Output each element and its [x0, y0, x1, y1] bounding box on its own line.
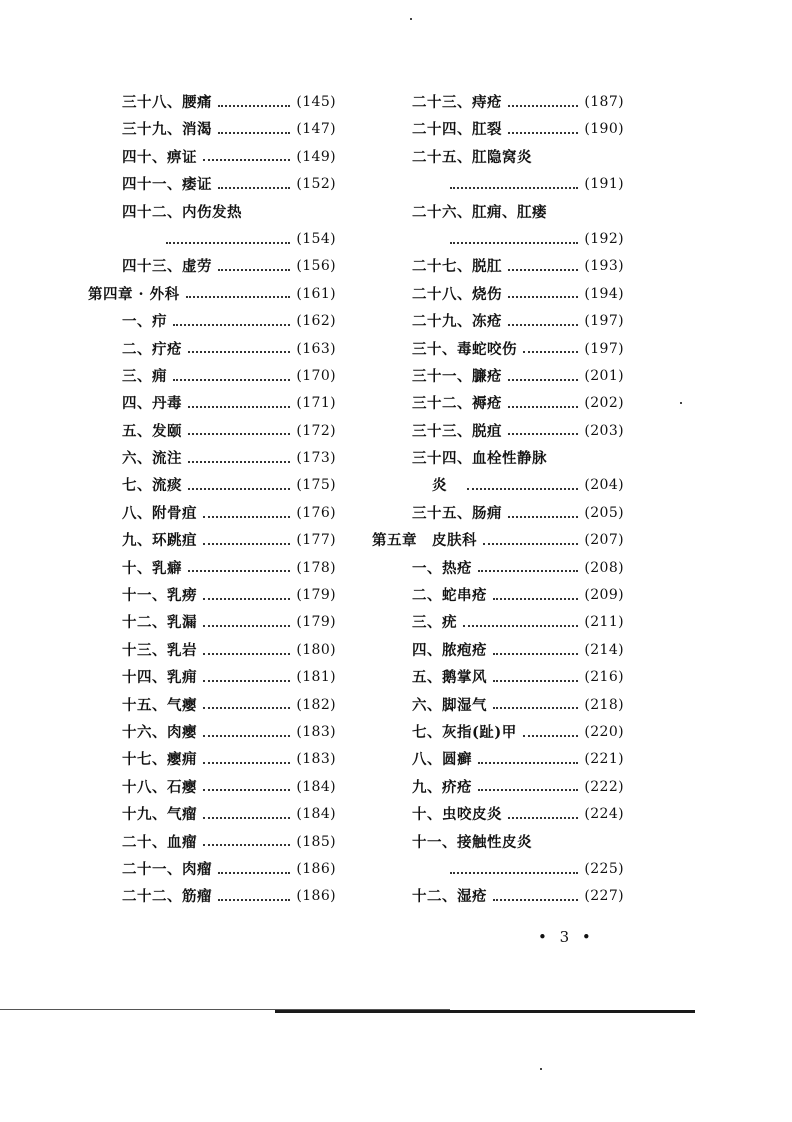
toc-page-number: (197) — [584, 340, 624, 357]
toc-page-number: (184) — [296, 778, 336, 795]
toc-entry-title: 二十五、肛隐窝炎 — [412, 148, 532, 166]
toc-page-number: (185) — [296, 833, 336, 850]
toc-page-number: (186) — [296, 860, 336, 877]
dot-leader — [508, 406, 578, 408]
dot-leader — [188, 406, 290, 408]
dot-leader — [478, 762, 578, 764]
toc-entry-title: 十六、肉瘿 — [122, 723, 197, 741]
toc-entry — [372, 801, 624, 828]
toc-entry — [372, 144, 624, 171]
toc-entry-title: 十一、乳痨 — [122, 587, 197, 605]
toc-entry-title: 第五章 皮肤科 — [372, 532, 477, 550]
toc-entry — [88, 801, 336, 828]
toc-page-number: (179) — [296, 614, 336, 631]
toc-page-number: (183) — [296, 751, 336, 768]
dot-leader — [188, 433, 290, 435]
dot-leader — [218, 132, 290, 134]
dot-leader — [203, 653, 290, 655]
dot-leader — [493, 653, 578, 655]
toc-entry — [372, 719, 624, 746]
toc-page-number: (224) — [584, 806, 624, 823]
toc-page-number: (172) — [296, 422, 336, 439]
dot-leader — [188, 351, 290, 353]
toc-entry — [372, 390, 624, 417]
toc-entry — [88, 308, 336, 335]
toc-page-number: (170) — [296, 367, 336, 384]
page-number: • 3 • — [538, 928, 595, 946]
toc-page-number: (202) — [584, 395, 624, 412]
toc-page-number: (179) — [296, 587, 336, 604]
toc-entry-title: 六、流注 — [122, 450, 182, 468]
toc-entry — [88, 637, 336, 664]
toc-entry-title: 五、发颐 — [122, 422, 182, 440]
toc-entry — [88, 253, 336, 280]
toc-entry — [88, 664, 336, 691]
toc-entry — [372, 281, 624, 308]
dot-leader — [203, 159, 290, 161]
toc-page-number: (154) — [296, 230, 336, 247]
toc-page-number: (220) — [584, 723, 624, 740]
toc-entry — [372, 253, 624, 280]
dot-leader — [508, 516, 578, 518]
scan-speck — [680, 402, 682, 404]
toc-entry-title: 炎 — [432, 477, 447, 495]
toc-entry-title: 三十四、血栓性静脉 — [412, 450, 547, 468]
toc-entry-title: 二十四、肛裂 — [412, 121, 502, 139]
dot-leader — [493, 598, 578, 600]
toc-page-number: (177) — [296, 532, 336, 549]
toc-entry-title: 二十一、肉瘤 — [122, 860, 212, 878]
toc-page-number: (222) — [584, 778, 624, 795]
toc-entry — [372, 500, 624, 527]
toc-entry-title: 四、脓疱疮 — [412, 641, 487, 659]
scan-speck — [540, 1068, 542, 1070]
toc-page-number: (193) — [584, 258, 624, 275]
toc-entry — [372, 856, 624, 883]
toc-entry-title: 三十九、消渴 — [122, 121, 212, 139]
toc-entry — [372, 582, 624, 609]
toc-entry — [372, 418, 624, 445]
toc-entry-title: 二十七、脱肛 — [412, 258, 502, 276]
dot-leader — [203, 680, 290, 682]
dot-leader — [218, 872, 290, 874]
dot-leader — [508, 269, 578, 271]
toc-entry — [88, 774, 336, 801]
toc-entry — [372, 199, 624, 226]
dot-leader — [203, 516, 290, 518]
toc-entry-title: 二十六、肛痈、肛瘘 — [412, 203, 547, 221]
toc-right-column — [372, 89, 624, 911]
dot-leader — [523, 735, 579, 737]
toc-entry-title: 十八、石瘿 — [122, 778, 197, 796]
toc-page-number: (175) — [296, 477, 336, 494]
toc-page-number: (156) — [296, 258, 336, 275]
toc-entry — [88, 500, 336, 527]
toc-page-number: (203) — [584, 422, 624, 439]
toc-entry-title: 四十三、虚劳 — [122, 258, 212, 276]
dot-leader — [493, 899, 578, 901]
toc-entry-title: 十五、气瘿 — [122, 696, 197, 714]
toc-left-column — [88, 89, 336, 911]
toc-entry-title: 四十一、痿证 — [122, 176, 212, 194]
dot-leader — [218, 187, 290, 189]
toc-page-number: (152) — [296, 176, 336, 193]
toc-entry-title: 二十九、冻疮 — [412, 313, 502, 331]
dot-leader — [173, 324, 290, 326]
dot-leader — [523, 351, 578, 353]
toc-entry-title: 二、蛇串疮 — [412, 587, 487, 605]
toc-entry-title: 五、鹅掌风 — [412, 669, 487, 687]
toc-page-number: (149) — [296, 148, 336, 165]
toc-page-number: (171) — [296, 395, 336, 412]
dot-leader — [478, 570, 578, 572]
toc-entry — [88, 719, 336, 746]
toc-entry-title: 四十、痹证 — [122, 148, 197, 166]
dot-leader — [508, 105, 578, 107]
toc-page-number: (207) — [584, 532, 624, 549]
toc-page-number: (204) — [584, 477, 624, 494]
toc-entry — [372, 116, 624, 143]
toc-entry — [372, 774, 624, 801]
toc-page-number: (216) — [584, 669, 624, 686]
dot-leader — [508, 324, 578, 326]
toc-entry — [372, 637, 624, 664]
toc-entry-title: 三十五、肠痈 — [412, 504, 502, 522]
dot-leader — [463, 625, 578, 627]
toc-page-number: (145) — [296, 94, 336, 110]
dot-leader — [203, 762, 290, 764]
toc-page-number: (225) — [584, 860, 624, 877]
toc-entry-title: 九、疥疮 — [412, 778, 472, 796]
dot-leader — [467, 488, 578, 490]
toc-entry-title: 八、圆癣 — [412, 751, 472, 769]
dot-leader — [203, 625, 290, 627]
toc-entry — [372, 472, 624, 499]
dot-leader — [450, 242, 578, 244]
dot-leader — [508, 379, 578, 381]
toc-entry — [88, 171, 336, 198]
toc-entry — [88, 199, 336, 226]
dot-leader — [218, 269, 290, 271]
toc-entry — [88, 883, 336, 910]
dot-leader — [188, 488, 290, 490]
dot-leader — [483, 543, 578, 545]
dot-leader — [493, 680, 578, 682]
scan-speck — [410, 18, 412, 20]
toc-chapter-heading — [372, 527, 624, 554]
dot-leader — [478, 789, 578, 791]
toc-entry-title: 十、乳癖 — [122, 559, 182, 577]
toc-entry-title: 十一、接触性皮炎 — [412, 833, 532, 851]
toc-entry-title: 三十、毒蛇咬伤 — [412, 340, 517, 358]
toc-entry — [88, 116, 336, 143]
toc-entry — [372, 363, 624, 390]
toc-entry-title: 第四章 · 外科 — [88, 285, 180, 303]
dot-leader — [203, 598, 290, 600]
dot-leader — [450, 872, 578, 874]
toc-page-number: (161) — [296, 285, 336, 302]
toc-entry — [88, 472, 336, 499]
toc-page-number: (227) — [584, 888, 624, 905]
dot-leader — [203, 735, 290, 737]
dot-leader — [508, 433, 578, 435]
toc-entry-title: 六、脚湿气 — [412, 696, 487, 714]
toc-entry-title: 八、附骨疽 — [122, 504, 197, 522]
toc-entry-title: 二十八、烧伤 — [412, 285, 502, 303]
toc-page-number: (173) — [296, 450, 336, 467]
toc-entry-title: 二、疔疮 — [122, 340, 182, 358]
dot-leader — [186, 296, 291, 298]
toc-entry-title: 三十二、褥疮 — [412, 395, 502, 413]
dot-leader — [203, 844, 290, 846]
toc-entry — [88, 363, 336, 390]
toc-entry-title: 十七、瘿痈 — [122, 751, 197, 769]
toc-entry — [88, 390, 336, 417]
toc-page-number: (208) — [584, 559, 624, 576]
toc-entry-title: 三、痈 — [122, 367, 167, 385]
toc-entry — [88, 555, 336, 582]
toc-entry — [88, 582, 336, 609]
toc-entry — [372, 336, 624, 363]
toc-entry — [88, 609, 336, 636]
toc-page-number: (147) — [296, 121, 336, 138]
toc-entry-title: 十二、乳漏 — [122, 614, 197, 632]
toc-entry — [372, 746, 624, 773]
toc-page-number: (209) — [584, 587, 624, 604]
dot-leader — [508, 132, 578, 134]
toc-entry-title: 十四、乳痈 — [122, 669, 197, 687]
toc-entry-title: 十三、乳岩 — [122, 641, 197, 659]
dot-leader — [203, 543, 290, 545]
toc-page-number: (183) — [296, 723, 336, 740]
toc-page-number: (197) — [584, 313, 624, 330]
toc-entry-title: 二十、血瘤 — [122, 833, 197, 851]
toc-entry — [372, 308, 624, 335]
toc-entry-title: 二十二、筋瘤 — [122, 888, 212, 906]
toc-page-number: (186) — [296, 888, 336, 905]
toc-entry — [372, 829, 624, 856]
dot-leader — [188, 461, 290, 463]
dot-leader — [166, 242, 290, 244]
toc-page-number: (201) — [584, 367, 624, 384]
toc-entry-title: 二十三、痔疮 — [412, 94, 502, 111]
toc-entry — [372, 609, 624, 636]
toc-page-number: (176) — [296, 504, 336, 521]
toc-page-number: (192) — [584, 230, 624, 247]
toc-entry-title: 九、环跳疽 — [122, 532, 197, 550]
toc-entry — [372, 226, 624, 253]
toc-page-number: (180) — [296, 641, 336, 658]
toc-entry-title: 四、丹毒 — [122, 395, 182, 413]
toc-entry — [88, 527, 336, 554]
toc-entry — [372, 692, 624, 719]
toc-chapter-heading — [88, 281, 336, 308]
toc-entry-title: 一、疖 — [122, 313, 167, 331]
dot-leader — [188, 570, 290, 572]
toc-page-number: (184) — [296, 806, 336, 823]
toc-entry — [372, 89, 624, 116]
scan-edge-rule-thick — [275, 1010, 695, 1013]
toc-entry-title: 十九、气瘤 — [122, 806, 197, 824]
toc-entry-title: 十、虫咬皮炎 — [412, 806, 502, 824]
dot-leader — [508, 296, 578, 298]
toc-page-number: (182) — [296, 696, 336, 713]
toc-page-number: (187) — [584, 94, 624, 110]
toc-entry — [88, 226, 336, 253]
toc-entry-title: 四十二、内伤发热 — [122, 203, 242, 221]
dot-leader — [218, 105, 290, 107]
toc-entry — [88, 445, 336, 472]
toc-entry — [88, 856, 336, 883]
toc-entry — [372, 664, 624, 691]
toc-entry — [372, 171, 624, 198]
toc-page-number: (181) — [296, 669, 336, 686]
toc-entry — [88, 336, 336, 363]
toc-page-number: (214) — [584, 641, 624, 658]
toc-page-number: (190) — [584, 121, 624, 138]
dot-leader — [203, 817, 290, 819]
dot-leader — [203, 707, 290, 709]
toc-page-number: (162) — [296, 313, 336, 330]
toc-entry — [88, 692, 336, 719]
dot-leader — [493, 707, 578, 709]
dot-leader — [203, 789, 290, 791]
toc-entry-title: 十二、湿疮 — [412, 888, 487, 906]
toc-entry — [88, 418, 336, 445]
toc-entry — [372, 445, 624, 472]
toc-entry — [88, 89, 336, 116]
toc-entry — [88, 144, 336, 171]
toc-page-number: (194) — [584, 285, 624, 302]
toc-entry-title: 三十八、腰痛 — [122, 94, 212, 111]
toc-entry — [372, 555, 624, 582]
toc-entry-title: 七、流痰 — [122, 477, 182, 495]
toc-entry-title: 三十一、臁疮 — [412, 367, 502, 385]
dot-leader — [173, 379, 290, 381]
toc-page-number: (221) — [584, 751, 624, 768]
toc-entry-title: 一、热疮 — [412, 559, 472, 577]
toc-entry-title: 七、灰指(趾)甲 — [412, 723, 517, 741]
toc-entry-title: 三、疣 — [412, 614, 457, 632]
toc-entry — [88, 829, 336, 856]
dot-leader — [218, 899, 290, 901]
toc-entry — [88, 746, 336, 773]
toc-page-number: (191) — [584, 176, 624, 193]
toc-entry — [372, 883, 624, 910]
toc-page-number: (218) — [584, 696, 624, 713]
toc-page-number: (163) — [296, 340, 336, 357]
toc-page-number: (205) — [584, 504, 624, 521]
dot-leader — [450, 187, 578, 189]
toc-entry-title: 三十三、脱疽 — [412, 422, 502, 440]
dot-leader — [508, 817, 578, 819]
toc-page-number: (211) — [584, 614, 624, 631]
toc-page-number: (178) — [296, 559, 336, 576]
